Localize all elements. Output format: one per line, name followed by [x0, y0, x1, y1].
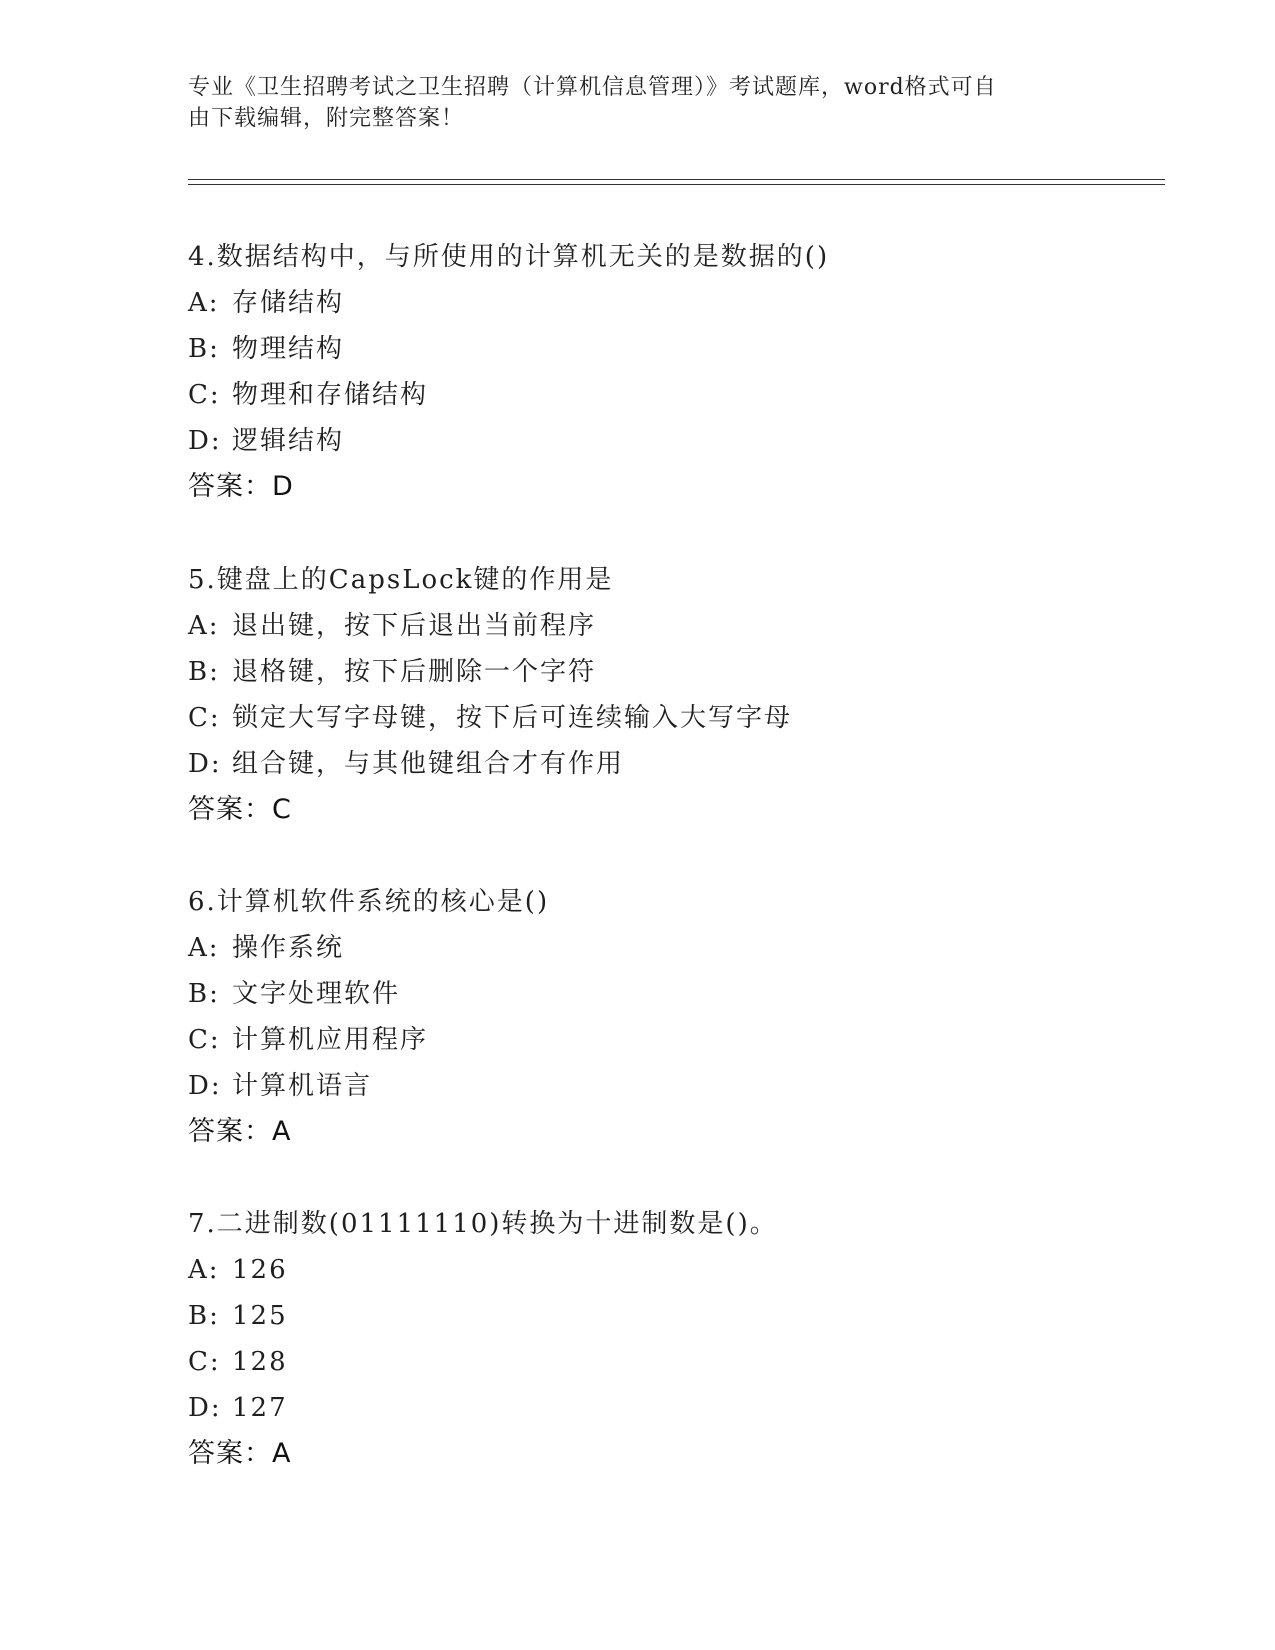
option-text: 125 [232, 1301, 288, 1331]
header-divider-bottom [188, 184, 1165, 185]
option-key: A: [188, 288, 220, 318]
header-divider-top [188, 179, 1165, 180]
option-key: D: [188, 426, 222, 456]
option-c [188, 695, 1138, 741]
question-stem: 7.二进制数(01111110)转换为十进制数是()。 [188, 1209, 778, 1239]
option-key: A: [188, 1255, 220, 1285]
option-key: A: [188, 933, 220, 963]
document-header [188, 72, 1088, 134]
option-d [188, 741, 1138, 787]
option-c [188, 1017, 1138, 1063]
answer: 答案：A [188, 1438, 292, 1469]
option-text: 物理和存储结构 [232, 380, 429, 410]
answer: 答案：D [188, 471, 294, 502]
option-key: C: [188, 1347, 221, 1377]
option-b [188, 649, 1138, 695]
option-text: 128 [232, 1347, 288, 1377]
option-b [188, 971, 1138, 1017]
question-7 [188, 1201, 1138, 1477]
question-4 [188, 234, 1138, 510]
option-a [188, 280, 1138, 326]
answer: 答案：A [188, 1116, 292, 1147]
option-text: 计算机语言 [232, 1071, 373, 1101]
option-text: 存储结构 [232, 288, 345, 318]
option-text: 退出键，按下后退出当前程序 [232, 611, 597, 641]
option-key: D: [188, 1393, 222, 1423]
option-text: 计算机应用程序 [232, 1025, 429, 1055]
question-stem: 5.键盘上的CapsLock键的作用是 [188, 565, 614, 595]
option-d [188, 418, 1138, 464]
option-d [188, 1385, 1138, 1431]
option-b [188, 1293, 1138, 1339]
option-text: 锁定大写字母键，按下后可连续输入大写字母 [232, 703, 793, 733]
option-key: B: [188, 334, 220, 364]
question-stem: 6.计算机软件系统的核心是() [188, 887, 550, 917]
option-key: C: [188, 380, 221, 410]
option-key: B: [188, 1301, 220, 1331]
option-key: C: [188, 703, 221, 733]
option-b [188, 326, 1138, 372]
option-key: D: [188, 1071, 222, 1101]
option-text: 物理结构 [232, 334, 345, 364]
question-stem: 4.数据结构中，与所使用的计算机无关的是数据的() [188, 242, 830, 272]
option-d [188, 1063, 1138, 1109]
option-text: 操作系统 [232, 933, 345, 963]
option-text: 文字处理软件 [232, 979, 401, 1009]
option-c [188, 1339, 1138, 1385]
option-text: 逻辑结构 [232, 426, 345, 456]
option-key: D: [188, 749, 222, 779]
option-key: B: [188, 657, 220, 687]
option-c [188, 372, 1138, 418]
option-key: B: [188, 979, 220, 1009]
option-text: 126 [232, 1255, 288, 1285]
option-text: 组合键，与其他键组合才有作用 [232, 749, 625, 779]
option-text: 127 [232, 1393, 288, 1423]
answer: 答案：C [188, 794, 292, 825]
option-a [188, 925, 1138, 971]
question-5 [188, 557, 1138, 833]
option-text: 退格键，按下后删除一个字符 [232, 657, 597, 687]
option-key: A: [188, 611, 220, 641]
header-line-1: 专业《卫生招聘考试之卫生招聘（计算机信息管理）》考试题库，word格式可自 [188, 75, 997, 100]
header-line-2: 由下载编辑，附完整答案！ [188, 106, 465, 131]
question-6 [188, 879, 1138, 1155]
option-a [188, 1247, 1138, 1293]
option-key: C: [188, 1025, 221, 1055]
option-a [188, 603, 1138, 649]
